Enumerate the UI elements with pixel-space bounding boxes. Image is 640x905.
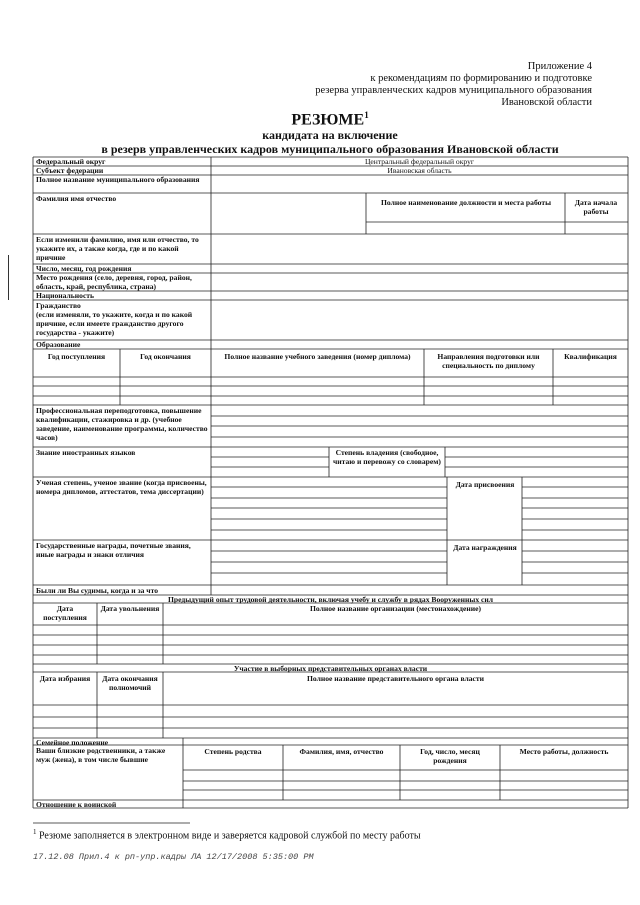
degree-label: Ученая степень, ученое звание (когда присвоены, номера дипломов, аттестатов, тема диссертации) — [36, 478, 207, 496]
subject-label: Субъект федерации — [36, 166, 104, 175]
languages-label: Знание иностранных языков — [36, 448, 136, 457]
position-label: Полное наименование должности и места работы — [380, 198, 552, 207]
rel-col-workplace: Место работы, должность — [519, 747, 609, 756]
footnote-text: Резюме заполняется в электронном виде и заверяется кадровой службой по месту работы — [39, 830, 421, 842]
appendix-number: Приложение 4 — [527, 61, 592, 72]
relatives-label: Ваши близкие родственники, а также муж (жена), в том числе бывшие — [36, 746, 166, 764]
marital-label: Семейное положение — [36, 738, 109, 747]
convictions-label: Были ли Вы судимы, когда и за что — [36, 586, 159, 595]
rel-col-name: Фамилия, имя, отчество — [299, 747, 384, 756]
federal-district-value[interactable]: Центральный федеральный округ — [364, 157, 475, 166]
nationality-label: Национальность — [36, 291, 95, 300]
footnote — [33, 828, 421, 841]
subtitle-2: в резерв управленческих кадров муниципального образования Ивановской области — [101, 142, 559, 156]
appendix-line-3: Ивановской области — [501, 97, 592, 108]
experience-header: Предыдущий опыт трудовой деятельности, включая учебу и службу в рядах Вооруженных сил — [167, 595, 494, 604]
rel-col-relation: Степень родства — [204, 747, 262, 756]
edu-col-qualification: Квалификация — [564, 352, 617, 361]
rel-col-birth: Год, число, месяц рождения — [420, 747, 480, 765]
citizenship-note: (если изменяли, то укажите, когда и по какой причине, если имеете гражданство другого государства - укажите) — [36, 310, 193, 337]
degree-date-label: Дата присвоения — [455, 480, 515, 489]
elected-header: Участие в выборных представительных органах власти — [233, 664, 428, 673]
footer-stamp: 17.12.08 Прил.4 к рп-упр.кадры ЛА 12/17/2008 5:35:00 PM — [33, 852, 314, 862]
edu-col-institution: Полное название учебного заведения (номер диплома) — [224, 352, 411, 361]
retraining-label: Профессиональная переподготовка, повышение квалификации, стажировка и др. (учебное заведение, наименование программы, количество часов) — [36, 406, 208, 442]
footnote-mark: 1 — [33, 828, 37, 836]
federal-district-label: Федеральный округ — [36, 157, 106, 166]
edu-col-specialty: Направления подготовки или специальность по диплому — [437, 352, 540, 370]
citizenship-label: Гражданство — [36, 301, 81, 310]
elected-col-end: Дата окончания полномочий — [102, 674, 158, 692]
awards-label: Государственные награды, почетные звания, иные награды и знаки отличия — [36, 541, 191, 559]
edu-col-start-year: Год поступления — [47, 352, 106, 361]
exp-col-start: Дата поступления — [43, 604, 87, 622]
proficiency-label: Степень владения (свободное, читаю и перевожу со словарем) — [333, 448, 441, 466]
municipality-label: Полное название муниципального образования — [36, 175, 200, 184]
subject-value[interactable]: Ивановская область — [387, 166, 452, 175]
appendix-line-1: к рекомендациям по формированию и подготовке — [370, 73, 592, 84]
subtitle-1: кандидата на включение — [262, 128, 398, 142]
title-footnote-mark: 1 — [364, 110, 369, 120]
start-date-label: Дата начала работы — [574, 198, 618, 216]
military-label: Отношение к воинской — [36, 800, 117, 809]
elected-col-body: Полное название представительного органа власти — [307, 674, 484, 683]
edu-col-end-year: Год окончания — [140, 352, 191, 361]
education-label: Образование — [36, 340, 81, 349]
title-text: РЕЗЮМЕ — [291, 111, 365, 129]
exp-col-end: Дата увольнения — [100, 604, 160, 613]
elected-col-start: Дата избрания — [39, 674, 91, 683]
award-date-label: Дата награждения — [453, 543, 517, 552]
birth-place-label: Место рождения (село, деревня, город, район, область, край, республика, страна) — [36, 273, 192, 291]
exp-col-organization: Полное название организации (местонахождение) — [310, 604, 481, 613]
birth-date-label: Число, месяц, год рождения — [36, 264, 132, 273]
appendix-line-2: резерва управленческих кадров муниципального образования — [315, 85, 592, 96]
fio-label: Фамилия имя отчество — [36, 194, 117, 203]
name-change-label: Если изменили фамилию, имя или отчество, то укажите их, а также когда, где и по какой причине — [36, 235, 199, 262]
